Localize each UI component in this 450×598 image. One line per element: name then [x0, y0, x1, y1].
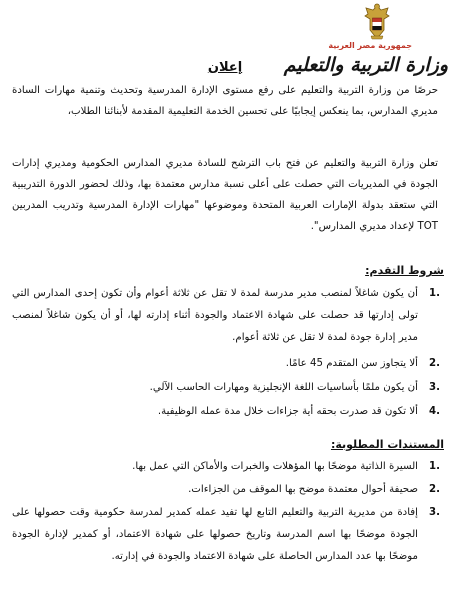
list-item	[12, 401, 444, 422]
item-text: السيرة الذاتية موضحًا بها المؤهلات والخبرات والأماكن التي عمل بها.	[132, 461, 418, 472]
item-number: 1.	[429, 461, 440, 472]
item-number: 3.	[429, 507, 440, 518]
item-number: 4.	[429, 406, 440, 417]
announcement-paragraph: تعلن وزارة التربية والتعليم عن فتح باب الترشح للسادة مديري المدارس الحكومية ومديري إدارات الجودة في المديريات التي حصلت على أعلى نسبة مدارس معتمدة بها، وذلك لحضور الدورة التدريبية التي ستعقد بدولة الإمارات العربية المتحدة وموضوعها "مهارات الإدارة المدرسية وتدريب المدربين TOT لإعداد مديري المدارس".	[12, 158, 438, 232]
item-text: إفادة من مديرية التربية والتعليم التابع لها تفيد عمله كمدير لمدرسة حكومية وقت حصولها على الجودة موضحًا بها اسم المدرسة وتاريخ حصولها على شهادة الاعتماد، أو كمدير لإدارة الجودة موضحًا بها عدد المدارس الحاصلة على شهادة الاعتماد والجودة في إدارته.	[12, 507, 418, 562]
documents-heading: المستندات المطلوبة:	[330, 438, 444, 451]
intro-paragraph: حرصًا من وزارة التربية والتعليم على رفع مستوى الإدارة المدرسية وتحديث وتنمية مهارات السادة مديري المدارس، بما ينعكس إيجابيًا على تحسين الخدمة التعليمية المقدمة لأبنائنا الطلاب،	[12, 85, 438, 117]
egypt-eagle-emblem-icon	[362, 2, 392, 42]
list-item	[12, 283, 444, 349]
list-item	[12, 456, 444, 477]
country-line: جمهورية مصر العربية	[328, 41, 412, 50]
item-text: أن يكون شاغلاً لمنصب مدير مدرسة لمدة لا تقل عن ثلاثة أعوام وأن تكون إحدى المدارس التي تولى إدارتها قد حصلت على شهادة الاعتماد والجودة أثناء إدارته لها، أو أن يكون شاغلاً لمنصب مدير إدارة جودة لمدة لا تقل عن ثلاثة أعوام.	[12, 288, 418, 343]
item-text: ألا تكون قد صدرت بحقه أية جزاءات خلال مدة عمله الوظيفية.	[157, 406, 418, 417]
conditions-list	[12, 283, 444, 425]
item-number: 2.	[429, 484, 440, 495]
item-text: أن يكون ملمًا بأساسيات اللغة الإنجليزية ومهارات الحاسب الآلي.	[149, 382, 418, 393]
item-number: 3.	[429, 382, 440, 393]
item-text: ألا يتجاوز سن المتقدم 45 عامًا.	[285, 358, 418, 369]
list-item	[12, 377, 444, 398]
conditions-heading: شروط التقدم:	[365, 264, 444, 277]
list-item	[12, 502, 444, 568]
page-title: إعلان	[207, 60, 243, 75]
list-item	[12, 479, 444, 500]
list-item	[12, 353, 444, 374]
ministry-logo-text: وزارة التربية والتعليم	[283, 54, 448, 76]
item-text: صحيفة أحوال معتمدة موضح بها الموقف من الجزاءات.	[188, 484, 418, 495]
documents-list	[12, 456, 444, 570]
item-number: 1.	[429, 288, 440, 299]
item-number: 2.	[429, 358, 440, 369]
